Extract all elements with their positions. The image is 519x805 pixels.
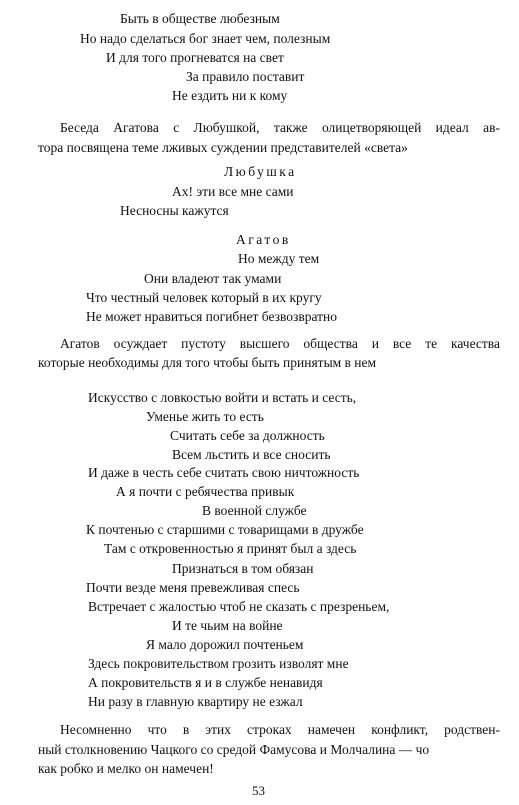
verse-line: Не ездить ни к кому — [172, 88, 288, 103]
verse-line: И даже в честь себе считать свою ничтожность — [88, 465, 360, 480]
paragraph-line: которые необходимы для того чтобы быть принятым в нем — [38, 355, 377, 370]
verse-line: В военной службе — [202, 503, 307, 518]
verse-line: Там с откровенностью я принят был а здесь — [104, 541, 357, 556]
verse-line: Признаться в том обязан — [172, 561, 314, 576]
page-number: 53 — [252, 783, 265, 798]
verse-line: Они владеют так умами — [144, 271, 282, 286]
verse-line: Всем льстить и все сносить — [172, 447, 331, 462]
verse-line: Здесь покровительством грозить изволят мне — [88, 656, 349, 671]
verse-line: Но надо сделаться бог знает чем, полезным — [80, 31, 331, 46]
verse-line: За правило поставит — [186, 69, 305, 84]
verse-line: Но между тем — [238, 251, 320, 266]
speaker-name: Любушка — [224, 164, 297, 179]
verse-line: Считать себе за должность — [170, 428, 325, 443]
verse-line: Что честный человек который в их кругу — [86, 290, 322, 305]
verse-line: А я почти с ребячества привык — [116, 484, 295, 499]
speaker-name: Агатов — [236, 232, 291, 247]
verse-line: Быть в обществе любезным — [120, 11, 280, 26]
verse-line: К почтенью с старшими с товарищами в дружбе — [86, 522, 364, 537]
paragraph-line: ный столкновению Чацкого со средой Фамусова и Молчалина — чо — [38, 742, 430, 757]
paragraph-line: Агатов осуждает пустоту высшего общества и все те качества — [60, 336, 500, 351]
verse-line: Уменье жить то есть — [146, 409, 264, 424]
verse-line: Я мало дорожил почтеньем — [146, 637, 304, 652]
verse-line: Встречает с жалостью чтоб не сказать с презреньем, — [88, 599, 390, 614]
paragraph-line: Несомненно что в этих строках намечен конфликт, родствен- — [60, 722, 500, 737]
paragraph-line: тора посвящена теме лживых суждении представителей «света» — [38, 140, 408, 155]
verse-line: Ни разу в главную квартиру не езжал — [88, 694, 303, 709]
verse-line: И для того прогневатся на свет — [106, 50, 284, 65]
paragraph-line: Беседа Агатова с Любушкой, также олицетворяющей идеал ав- — [60, 120, 500, 135]
paragraph-line: как робко и мелко он намечен! — [38, 761, 214, 776]
verse-line: Ах! эти все мне сами — [172, 184, 294, 199]
verse-line: И те чьим на войне — [172, 618, 283, 633]
verse-line: Искусство с ловкостью войти и встать и сесть, — [88, 390, 357, 405]
verse-line: Несносны кажутся — [120, 203, 229, 218]
verse-line: Не может нравиться погибнет безвозвратно — [86, 309, 337, 324]
verse-line: Почти везде меня превежливая спесь — [86, 580, 300, 595]
verse-line: А покровительств я и в службе ненавидя — [88, 675, 323, 690]
